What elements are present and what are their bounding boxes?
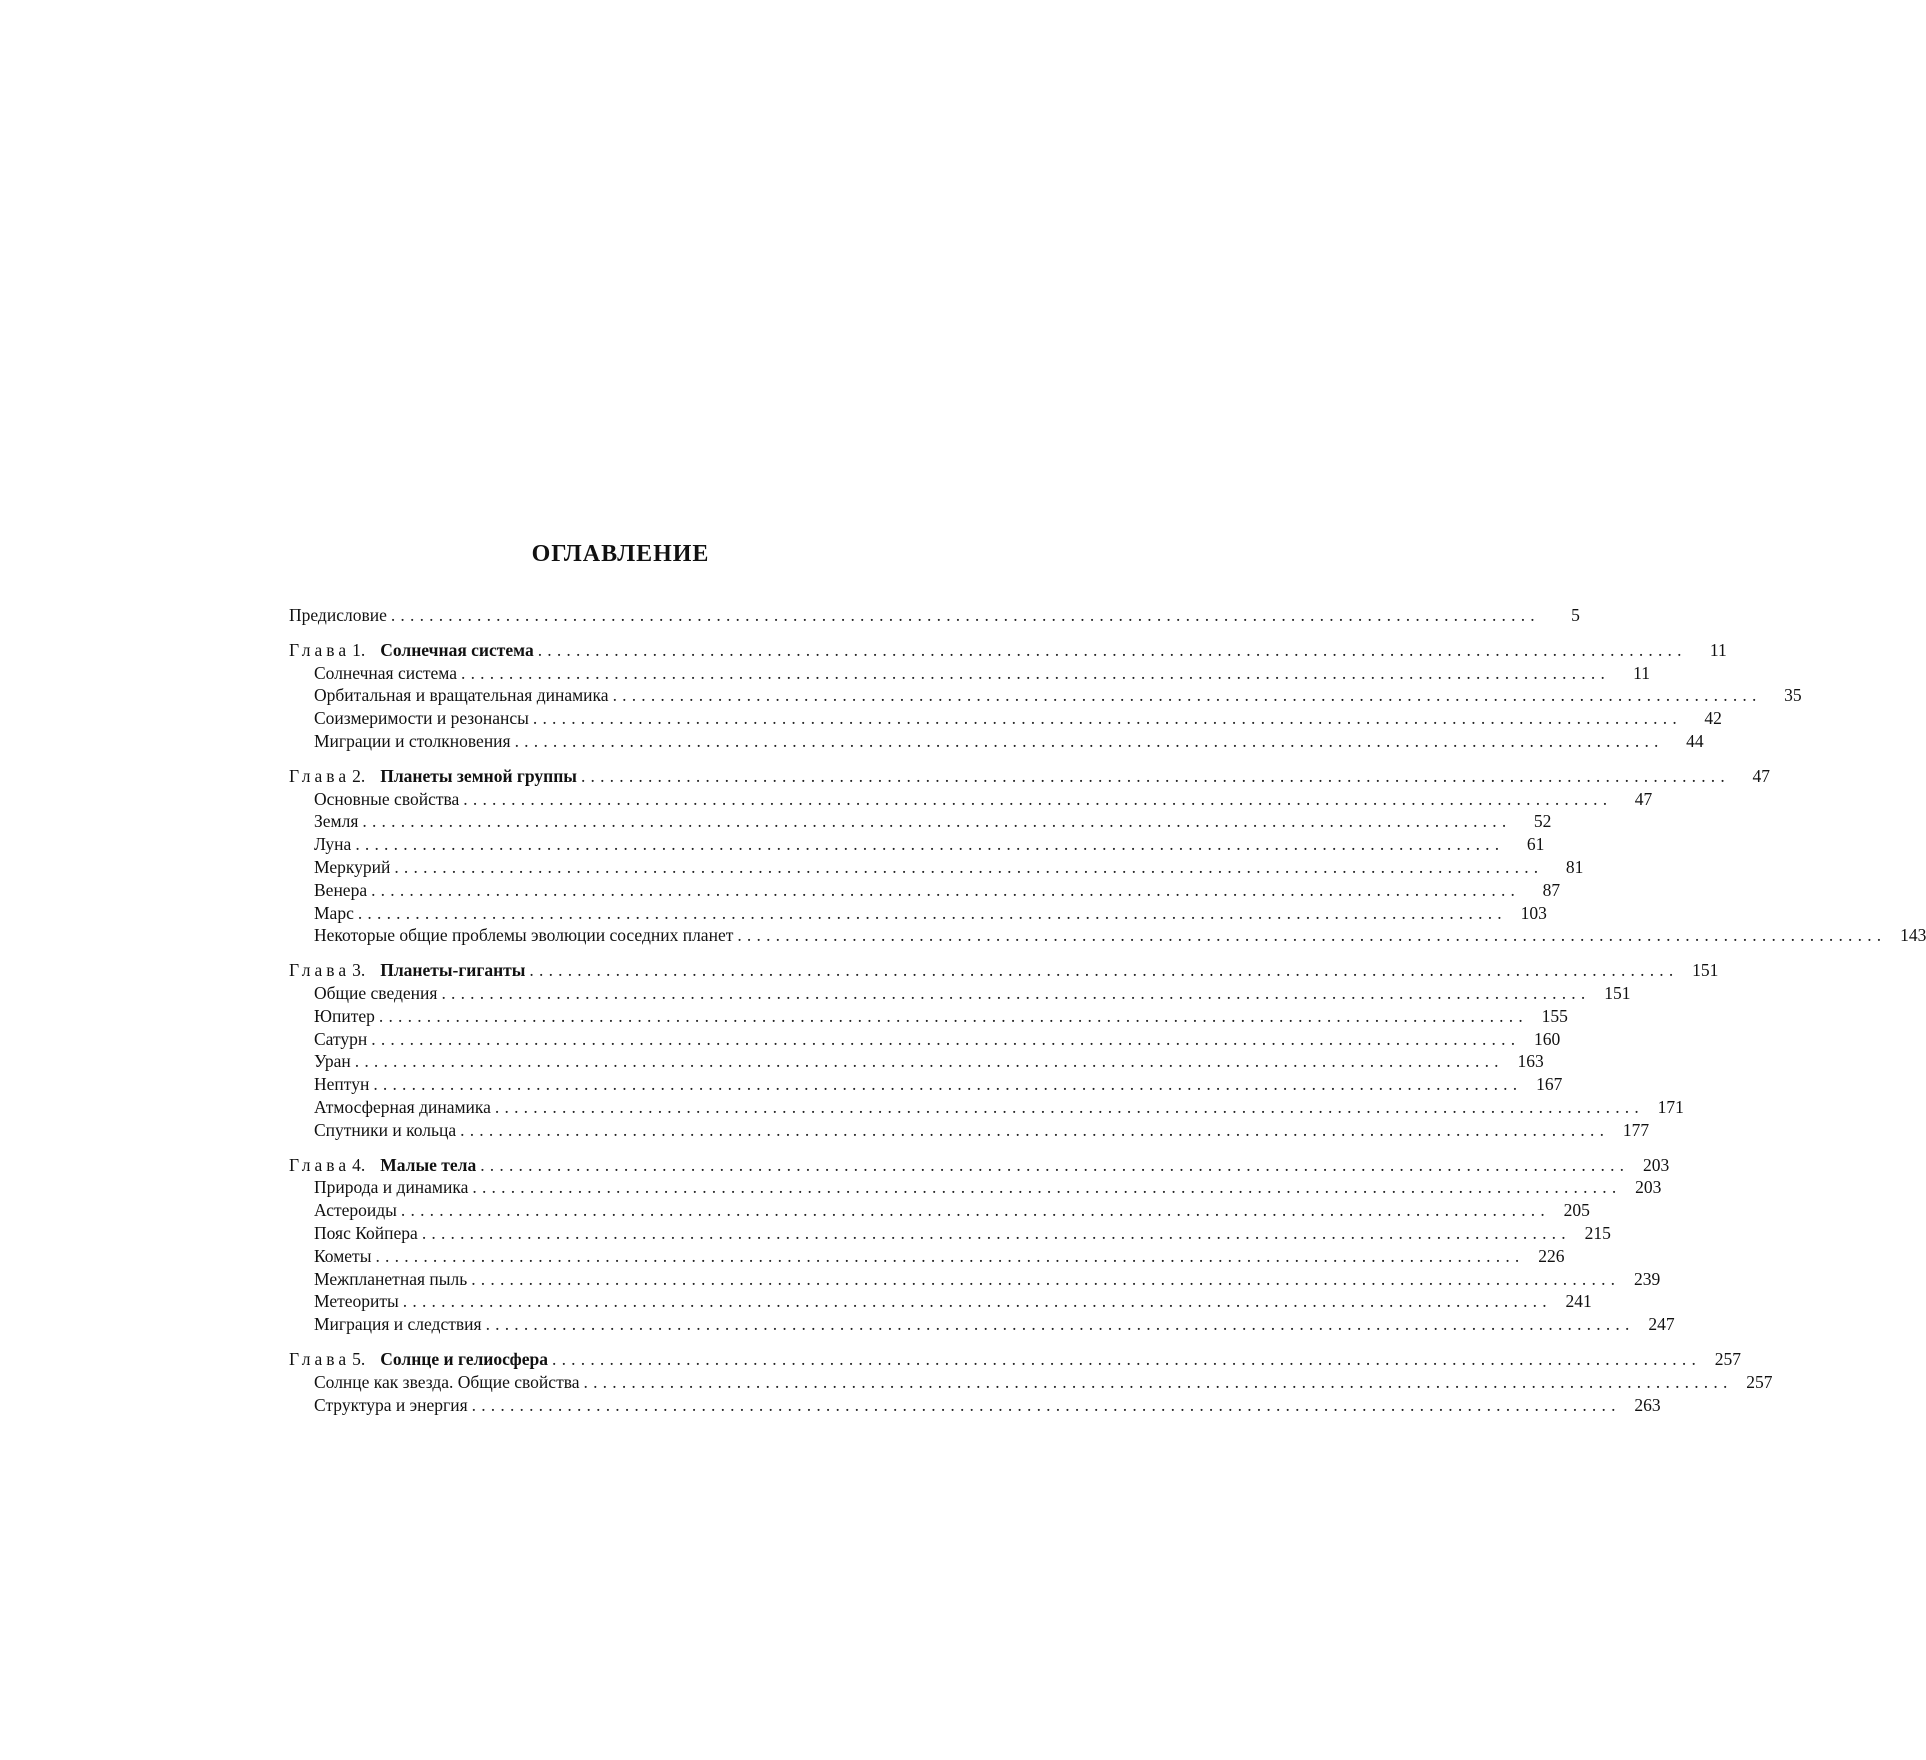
dot-leader: ........................................................................................................................ — [421, 1222, 1571, 1243]
toc-section[interactable] — [289, 1245, 1565, 1268]
dot-leader: ........................................................................................................................ — [362, 811, 1512, 832]
dot-leader: ........................................................................................................................ — [355, 834, 1505, 855]
toc-section[interactable] — [289, 1005, 1568, 1028]
section-title: Соизмеримости и резонансы — [314, 708, 529, 729]
section-title: Пояс Койпера — [314, 1222, 418, 1243]
toc-section[interactable] — [289, 730, 1704, 753]
page-number: 215 — [1584, 1222, 1611, 1243]
dot-leader: ........................................................................................................................ — [357, 902, 1507, 923]
toc-chapter-5[interactable] — [289, 1348, 1742, 1371]
page-number: 151 — [1692, 960, 1719, 981]
toc-section[interactable] — [289, 1028, 1561, 1051]
toc-section[interactable] — [289, 662, 1651, 685]
chapter-number: 2. — [352, 765, 366, 786]
section-title: Орбитальная и вращательная динамика — [314, 685, 609, 706]
toc-chapter-1[interactable] — [289, 639, 1727, 662]
page-number: 239 — [1633, 1268, 1661, 1289]
page-number: 11 — [1633, 662, 1651, 683]
section-title: Земля — [314, 811, 359, 832]
dot-leader: ........................................................................................................................ — [441, 982, 1591, 1003]
page-number: 203 — [1642, 1154, 1670, 1175]
dot-leader: ........................................................................................................................ — [371, 1028, 1521, 1049]
chapter-number: 4. — [352, 1154, 366, 1175]
section-title: Луна — [314, 834, 352, 855]
section-title: Уран — [314, 1051, 351, 1072]
page-number: 263 — [1634, 1394, 1661, 1415]
dot-leader: ........................................................................................................................ — [354, 1051, 1504, 1072]
page-number: 47 — [1752, 765, 1770, 786]
toc-section[interactable] — [289, 833, 1545, 856]
dot-leader: ........................................................................................................................ — [583, 1371, 1733, 1392]
dot-leader: ........................................................................................................................ — [390, 605, 1540, 625]
toc-chapter-3[interactable] — [289, 959, 1719, 982]
page-number: 155 — [1541, 1005, 1568, 1026]
page-number: 163 — [1517, 1051, 1544, 1072]
page-number: 52 — [1533, 811, 1552, 832]
dot-leader: ........................................................................................................................ — [537, 639, 1687, 660]
dot-leader: ........................................................................................................................ — [485, 1314, 1635, 1335]
toc-section[interactable] — [289, 1268, 1661, 1291]
chapter-number: 5. — [352, 1348, 366, 1369]
page-number: 226 — [1538, 1245, 1565, 1266]
page-number: 205 — [1563, 1200, 1590, 1221]
chapter-title: Малые тела — [380, 1154, 477, 1175]
section-title: Юпитер — [314, 1005, 375, 1026]
page-number: 35 — [1784, 685, 1802, 706]
toc-section[interactable] — [289, 982, 1631, 1005]
chapter-label: Глава — [289, 1154, 351, 1175]
dot-leader: ........................................................................................................................ — [378, 1005, 1528, 1026]
page-number: 167 — [1536, 1074, 1563, 1095]
section-title: Кометы — [314, 1245, 372, 1266]
page-number: 11 — [1709, 639, 1727, 660]
dot-leader: ........................................................................................................................ — [471, 1394, 1621, 1415]
page-number: 203 — [1635, 1177, 1662, 1198]
chapter-number: 3. — [352, 960, 366, 981]
toc-chapter-4[interactable] — [289, 1154, 1670, 1177]
page-number: 241 — [1565, 1291, 1592, 1312]
section-title: Спутники и кольца — [314, 1119, 457, 1140]
page-number: 177 — [1622, 1119, 1650, 1140]
dot-leader: ........................................................................................................................ — [463, 788, 1613, 809]
toc-entry-preface[interactable] — [289, 604, 1580, 627]
toc-section[interactable] — [289, 1119, 1650, 1142]
chapter-label: Глава — [289, 1348, 351, 1369]
entry-title: Предисловие — [289, 605, 387, 625]
dot-leader: ........................................................................................................................ — [737, 925, 1887, 946]
dot-leader: ........................................................................................................................ — [480, 1154, 1630, 1175]
page-number: 160 — [1534, 1028, 1561, 1049]
chapter-label: Глава — [289, 765, 351, 786]
dot-leader: ........................................................................................................................ — [529, 960, 1679, 981]
toc-section[interactable] — [289, 1290, 1592, 1313]
page-number: 44 — [1686, 730, 1704, 751]
chapter-number: 1. — [352, 639, 366, 660]
chapter-label: Глава — [289, 960, 351, 981]
section-title: Природа и динамика — [314, 1177, 469, 1198]
section-title: Астероиды — [314, 1200, 397, 1221]
chapter-title: Планеты земной группы — [380, 765, 577, 786]
section-title: Основные свойства — [314, 788, 460, 809]
toc-section[interactable] — [289, 1371, 1773, 1394]
section-title: Венера — [314, 879, 368, 900]
toc-section[interactable] — [289, 1176, 1662, 1199]
page-number: 257 — [1746, 1371, 1773, 1392]
page-number: 61 — [1526, 834, 1545, 855]
toc-section[interactable] — [289, 788, 1653, 811]
dot-leader: ........................................................................................................................ — [371, 879, 1521, 900]
toc-section[interactable] — [289, 1199, 1590, 1222]
section-title: Атмосферная динамика — [314, 1096, 491, 1117]
section-title: Миграции и столкновения — [314, 730, 511, 751]
section-title: Марс — [314, 902, 354, 923]
page-title: ОГЛАВЛЕНИЕ — [531, 541, 710, 567]
section-title: Миграция и следствия — [314, 1314, 482, 1335]
page-number: 47 — [1634, 788, 1653, 809]
chapter-label: Глава — [289, 639, 351, 660]
dot-leader: ........................................................................................................................ — [375, 1245, 1525, 1266]
dot-leader: ........................................................................................................................ — [373, 1074, 1523, 1095]
toc-section[interactable] — [289, 684, 1802, 707]
page-number: 257 — [1714, 1348, 1742, 1369]
section-title: Меркурий — [314, 856, 391, 877]
page-number: 247 — [1648, 1314, 1675, 1335]
toc-section[interactable] — [289, 879, 1561, 902]
dot-leader: ........................................................................................................................ — [460, 1119, 1610, 1140]
dot-leader: ........................................................................................................................ — [580, 765, 1730, 786]
section-title: Метеориты — [314, 1291, 399, 1312]
chapter-title: Планеты-гиганты — [380, 960, 526, 981]
dot-leader: ........................................................................................................................ — [472, 1177, 1622, 1198]
dot-leader: ........................................................................................................................ — [471, 1268, 1621, 1289]
toc-section[interactable] — [289, 902, 1547, 925]
toc-section[interactable] — [289, 1073, 1563, 1096]
toc-section[interactable] — [289, 924, 1926, 947]
section-title: Межпланетная пыль — [314, 1268, 468, 1289]
dot-leader: ........................................................................................................................ — [494, 1096, 1644, 1117]
section-title: Солнечная система — [314, 662, 458, 683]
toc-section[interactable] — [289, 707, 1722, 730]
section-title: Солнце как звезда. Общие свойства — [314, 1371, 580, 1392]
toc-section[interactable] — [289, 1050, 1544, 1073]
chapter-title: Солнце и гелиосфера — [380, 1348, 549, 1369]
page-number: 87 — [1542, 879, 1561, 900]
dot-leader: ........................................................................................................................ — [394, 856, 1544, 877]
chapter-title: Солнечная система — [380, 639, 534, 660]
dot-leader: ........................................................................................................................ — [514, 730, 1664, 751]
section-title: Структура и энергия — [314, 1394, 468, 1415]
section-title: Нептун — [314, 1074, 370, 1095]
page-number: 151 — [1604, 982, 1631, 1003]
dot-leader: ........................................................................................................................ — [400, 1200, 1550, 1221]
dot-leader: ........................................................................................................................ — [612, 685, 1762, 706]
page-number: 143 — [1900, 925, 1926, 946]
toc-chapter-2[interactable] — [289, 765, 1770, 788]
toc-section[interactable] — [289, 810, 1552, 833]
toc-section[interactable] — [289, 1394, 1661, 1417]
page-number: 81 — [1565, 856, 1584, 877]
toc-section[interactable] — [289, 1313, 1675, 1336]
dot-leader: ........................................................................................................................ — [532, 708, 1682, 729]
page-number: 171 — [1657, 1096, 1684, 1117]
section-title: Сатурн — [314, 1028, 368, 1049]
dot-leader: ........................................................................................................................ — [552, 1348, 1702, 1369]
dot-leader: ........................................................................................................................ — [402, 1291, 1552, 1312]
dot-leader: ........................................................................................................................ — [461, 662, 1611, 683]
page-number: 42 — [1704, 708, 1722, 729]
toc-section[interactable] — [289, 1096, 1684, 1119]
section-title: Общие сведения — [314, 982, 438, 1003]
toc-section[interactable] — [289, 1222, 1611, 1245]
toc-section[interactable] — [289, 856, 1584, 879]
page-number: 103 — [1520, 902, 1547, 923]
table-of-contents — [289, 604, 1926, 1416]
section-title: Некоторые общие проблемы эволюции соседних планет — [314, 925, 734, 946]
page-number: 5 — [1571, 605, 1580, 625]
